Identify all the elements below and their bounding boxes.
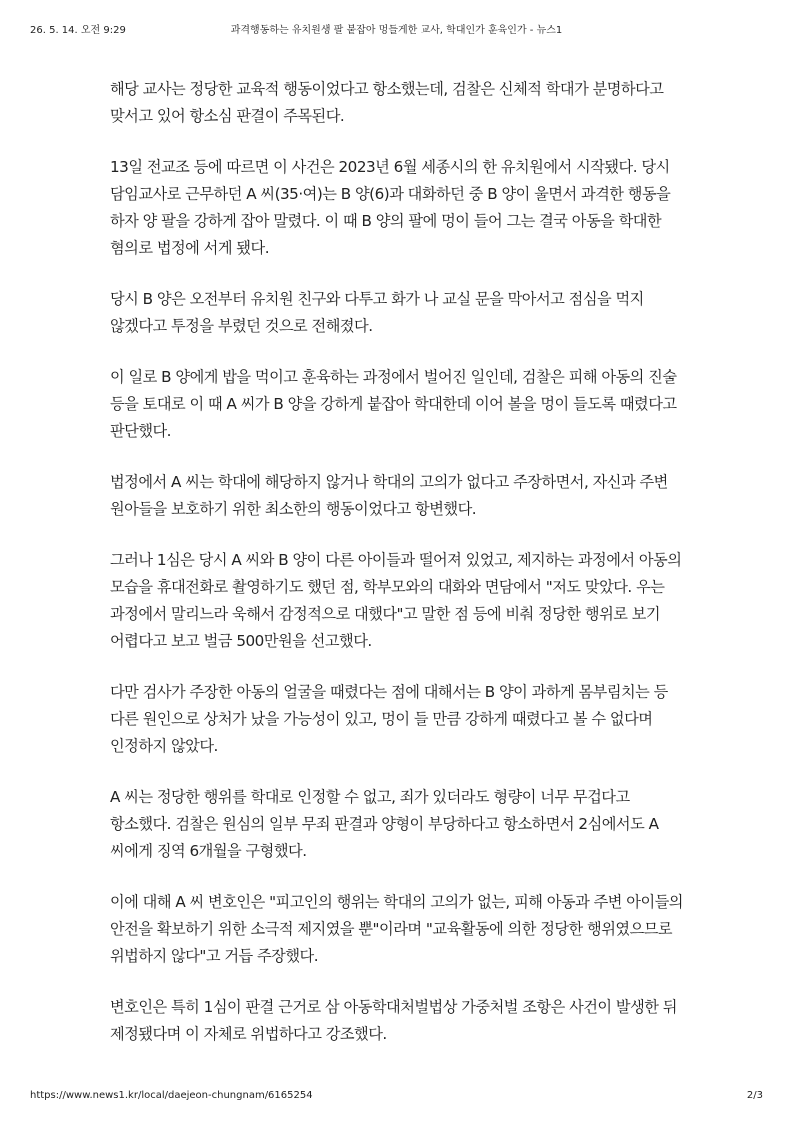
article-paragraph: 이에 대해 A 씨 변호인은 "피고인의 행위는 학대의 고의가 없는, 피해 아동과 주변 아이들의 안전을 확보하기 위한 소극적 제지였을 뿐"이라며 "교육활동에 의한 정당한 행위였으므로 위법하지 않다"고 거듭 주장했다. bbox=[110, 893, 683, 965]
article-paragraph: 법정에서 A 씨는 학대에 해당하지 않거나 학대의 고의가 없다고 주장하면서, 자신과 주변 원아들을 보호하기 위한 최소한의 행동이었다고 항변했다. bbox=[110, 473, 668, 518]
article-paragraph: 그러나 1심은 당시 A 씨와 B 양이 다른 아이들과 떨어져 있었고, 제지하는 과정에서 아동의 모습을 휴대전화로 촬영하기도 했던 점, 학부모와의 대화와 면담에서 "저도 맞았다. 우는 과정에서 말리느라 욱해서 감정적으로 대했다"고 말한 점 등에 비춰 정당한 행위로 보기 어렵다고 보고 벌금 500만원을 선고했다. bbox=[110, 551, 682, 650]
print-header bbox=[0, 0, 793, 40]
page-number: 2/3 bbox=[746, 1090, 763, 1101]
article-paragraph: 변호인은 특히 1심이 판결 근거로 삼 아동학대처벌법상 가중처벌 조항은 사건이 발생한 뒤 제정됐다며 이 자체로 위법하다고 강조했다. bbox=[110, 998, 677, 1043]
article-paragraph: A 씨는 정당한 행위를 학대로 인정할 수 없고, 죄가 있더라도 형량이 너무 무겁다고 항소했다. 검찰은 원심의 일부 무죄 판결과 양형이 부당하다고 항소하면서 2심에서도 A 씨에게 징역 6개월을 구형했다. bbox=[110, 788, 659, 860]
article-paragraph: 이 일로 B 양에게 밥을 먹이고 훈육하는 과정에서 벌어진 일인데, 검찰은 피해 아동의 진술 등을 토대로 이 때 A 씨가 B 양을 강하게 붙잡아 학대한데 이어 볼을 멍이 들도록 때렸다고 판단했다. bbox=[110, 368, 677, 440]
print-page-title: 과격행동하는 유치원생 팔 붙잡아 멍들게한 교사, 학대인가 훈육인가 - 뉴스1 bbox=[230, 25, 563, 36]
print-url: https://www.news1.kr/local/daejeon-chungnam/6165254 bbox=[30, 1090, 313, 1101]
article-paragraph: 해당 교사는 정당한 교육적 행동이었다고 항소했는데, 검찰은 신체적 학대가 분명하다고 맞서고 있어 항소심 판결이 주목된다. bbox=[110, 80, 664, 125]
article-body bbox=[110, 76, 690, 1072]
print-footer bbox=[0, 1090, 793, 1110]
article-paragraph: 당시 B 양은 오전부터 유치원 친구와 다투고 화가 나 교실 문을 막아서고 점심을 먹지 않겠다고 투정을 부렸던 것으로 전해졌다. bbox=[110, 290, 644, 335]
print-date: 26. 5. 14. 오전 9:29 bbox=[30, 25, 126, 36]
article-paragraph: 다만 검사가 주장한 아동의 얼굴을 때렸다는 점에 대해서는 B 양이 과하게 몸부림치는 등 다른 원인으로 상처가 났을 가능성이 있고, 멍이 들 만큼 강하게 때렸다고 볼 수 없다며 인정하지 않았다. bbox=[110, 683, 668, 755]
article-paragraph: 13일 전교조 등에 따르면 이 사건은 2023년 6월 세종시의 한 유치원에서 시작됐다. 당시 담임교사로 근무하던 A 씨(35·여)는 B 양(6)과 대화하던 중 B 양이 울면서 과격한 행동을 하자 양 팔을 강하게 잡아 말렸다. 이 때 B 양의 팔에 멍이 들어 그는 결국 아동을 학대한 혐의로 법정에 서게 됐다. bbox=[110, 158, 671, 257]
